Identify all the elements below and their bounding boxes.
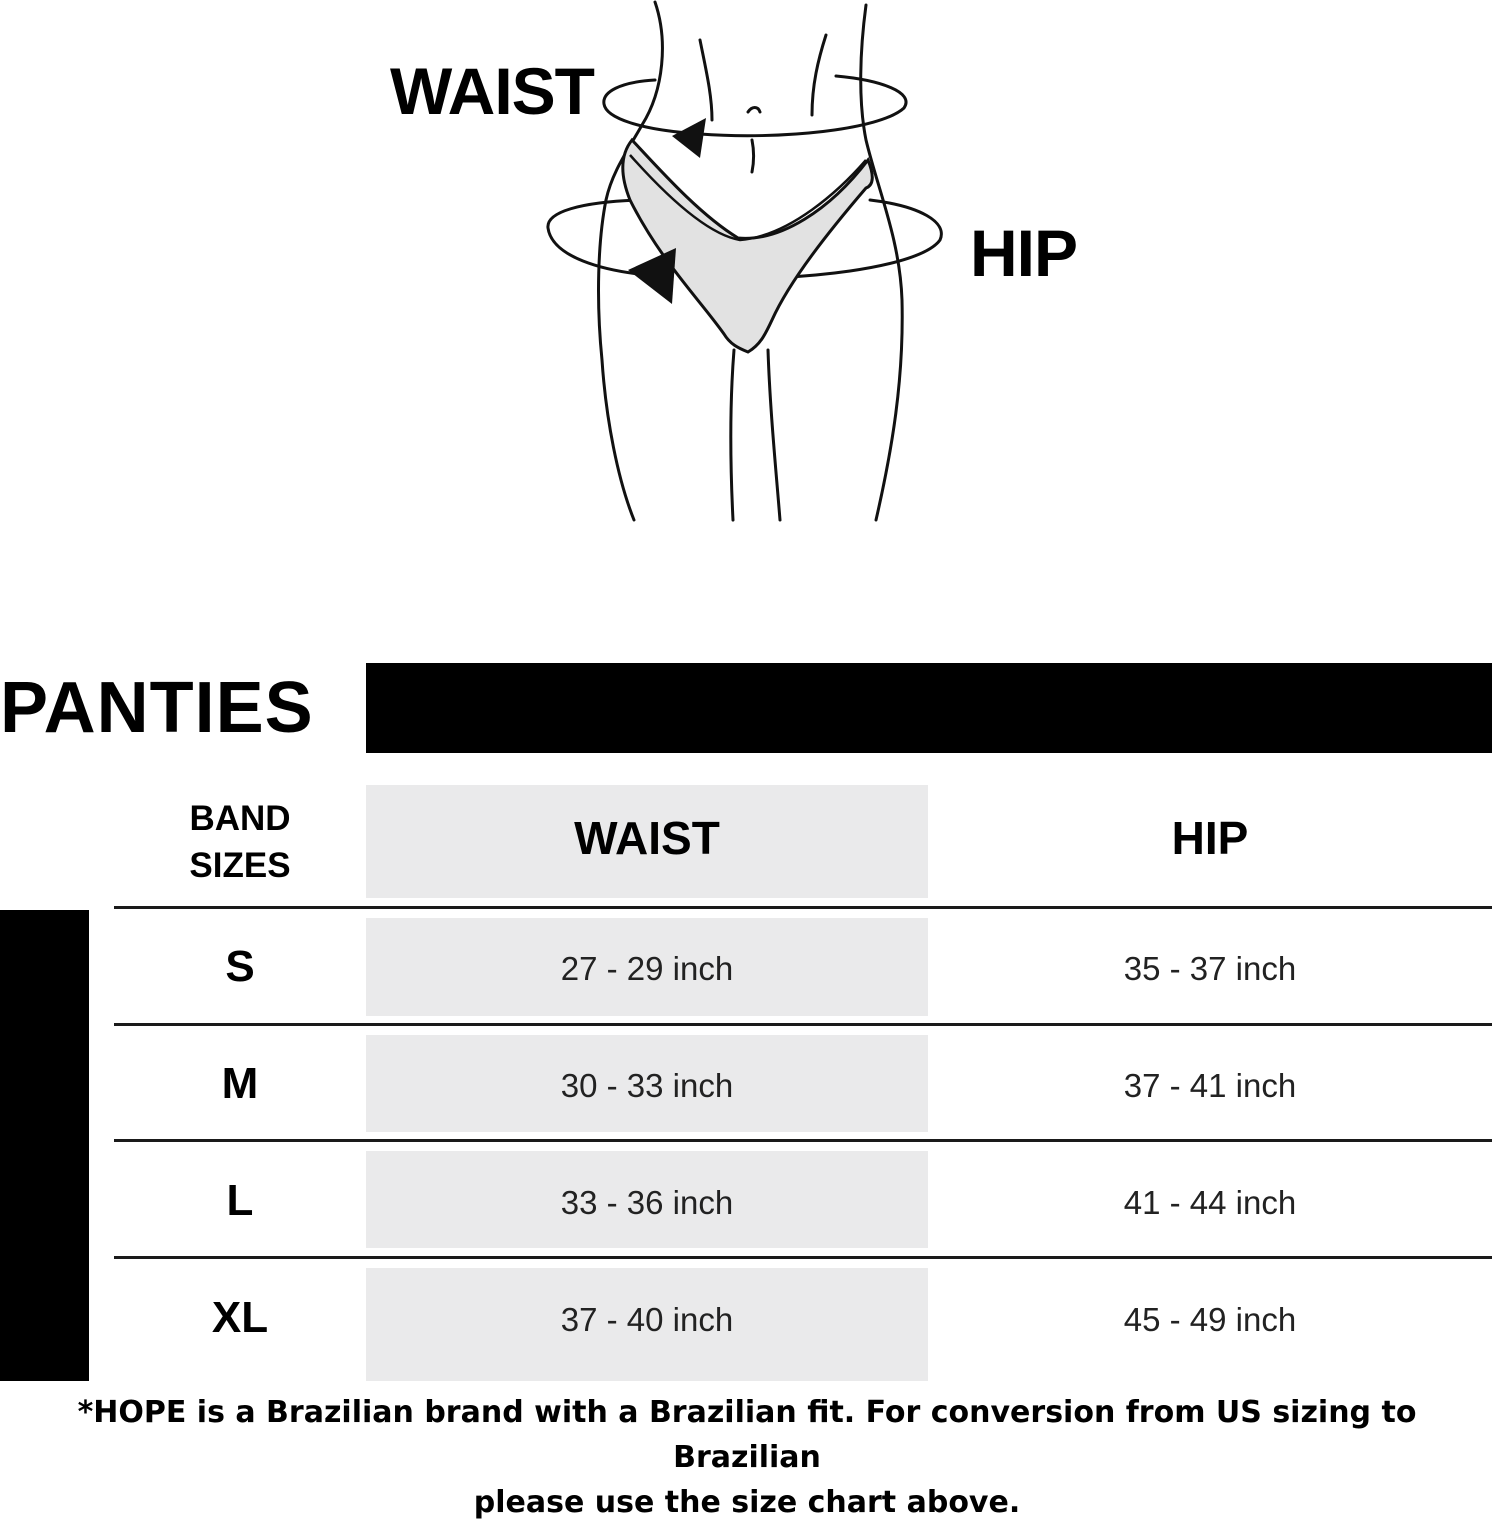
hip-value-s: 35 - 37 inch <box>1123 950 1297 987</box>
band-sizes-header-line2: SIZES <box>189 846 291 886</box>
row-divider <box>114 906 1492 909</box>
waist-tape-front <box>700 76 906 136</box>
size-label-m: M <box>221 1059 259 1108</box>
hip-value-l: 41 - 44 inch <box>1123 1184 1297 1221</box>
hip-value-m: 37 - 41 inch <box>1123 1067 1297 1104</box>
size-label-xl: XL <box>211 1293 269 1342</box>
inner-leg-right <box>768 350 780 520</box>
waist-arrow-icon <box>672 118 706 158</box>
row-divider <box>114 1139 1492 1142</box>
footnote <box>0 1390 1494 1525</box>
waist-crease-right <box>812 35 826 115</box>
waist-diagram-label: WAIST <box>390 54 594 128</box>
waist-value-l: 33 - 36 inch <box>560 1184 734 1221</box>
title-bar-decoration <box>366 663 1492 753</box>
footnote-line2: please use the size chart above. <box>473 1485 1021 1520</box>
navel <box>748 108 760 113</box>
band-sizes-header <box>114 795 366 890</box>
size-label-s: S <box>225 942 255 991</box>
waist-crease-left <box>700 40 712 120</box>
hip-column-header: HIP <box>1171 812 1249 864</box>
waist-value-s: 27 - 29 inch <box>560 950 734 987</box>
size-label-l: L <box>226 1176 254 1225</box>
body-measurement-illustration <box>0 0 1494 560</box>
row-divider <box>114 1256 1492 1259</box>
side-bar-decoration <box>0 910 89 1381</box>
panties-shape <box>623 140 873 352</box>
inner-leg-left <box>731 350 734 520</box>
waist-value-xl: 37 - 40 inch <box>560 1301 734 1338</box>
row-divider <box>114 1023 1492 1026</box>
section-title: PANTIES <box>0 668 314 748</box>
waist-value-m: 30 - 33 inch <box>560 1067 734 1104</box>
hip-value-xl: 45 - 49 inch <box>1123 1301 1297 1338</box>
hip-arrow-icon <box>628 248 676 304</box>
band-sizes-header-line1: BAND <box>189 799 291 838</box>
hip-diagram-label: HIP <box>970 216 1078 290</box>
footnote-line1: *HOPE is a Brazilian brand with a Brazilian fit. For conversion from US sizing to Brazilian <box>77 1395 1417 1475</box>
waist-column-header: WAIST <box>574 812 720 864</box>
